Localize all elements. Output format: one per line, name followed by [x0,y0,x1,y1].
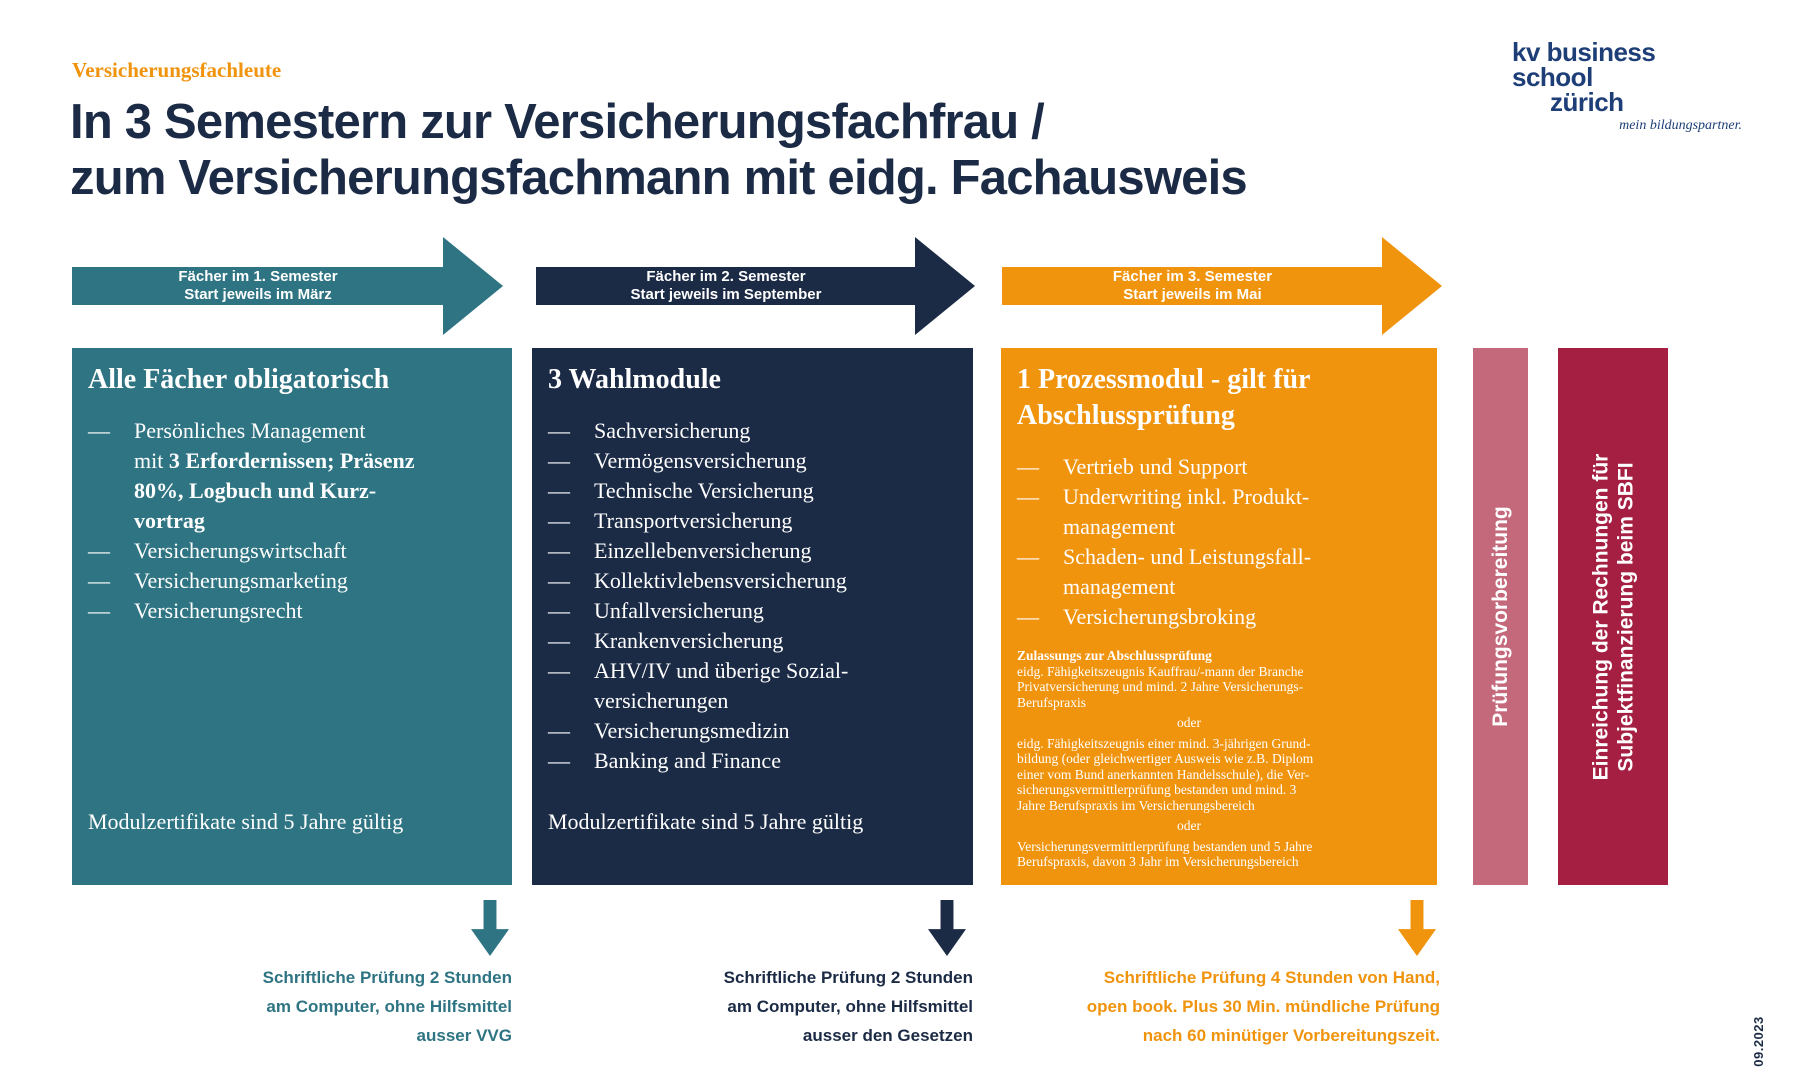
module-item: — AHV/IV und überige Sozial- versicherungen [548,658,849,713]
version-stamp-text: 09.2023 [1750,1015,1766,1067]
semester3-arrow-label: Fächer im 3. Semester Start jeweils im Mai [1002,267,1383,305]
semester2-arrow-head-icon [915,237,975,335]
dash-bullet-icon: — [88,538,110,563]
dash-bullet-icon: — [548,478,570,503]
logo-line1: kv business school [1512,37,1656,92]
module-item: — Vertrieb und Support [1017,452,1421,482]
admission-paragraph: eidg. Fähigkeitszeugnis einer mind. 3-jährigen Grund- bildung (oder gleichwertiger Ausweis wie z.B. Diplom einer vom Bund anerkannten Handelsschule), die Ver- sicherungsvermittlerprüfung bestanden und mind. 3 Jahre Berufspraxis im Versicherungsbereich [1017,735,1314,813]
module-item: — Banking and Finance [548,746,957,776]
module-item: — Versicherungswirtschaft [88,536,496,566]
semester2-footnote: Modulzertifikate sind 5 Jahre gültig [548,809,864,834]
module-item: — Einzellebenversicherung [548,536,957,566]
module-item: — Versicherungsmedizin [548,716,957,746]
admission-paragraph: Versicherungsvermittlerprüfung bestanden und 5 Jahre Berufspraxis, davon 3 Jahr im Versicherungsbereich [1017,838,1313,869]
dash-bullet-icon: — [88,418,110,443]
dash-bullet-icon: — [548,748,570,773]
module-item: — Versicherungsbroking [1017,602,1421,632]
semester3-heading: 1 Prozessmodul - gilt für Abschlussprüfung [1017,364,1311,431]
semester2-arrow-label: Fächer im 2. Semester Start jeweils im September [536,267,916,305]
semester3-box [1001,348,1437,885]
module-item: — Krankenversicherung [548,626,957,656]
semester3-exam-note: Schriftliche Prüfung 4 Stunden von Hand, open book. Plus 30 Min. mündliche Prüfung nach 60 minütiger Vorbereitungszeit. [1086,968,1440,1045]
eyebrow-label: Versicherungsfachleute [72,58,282,82]
semester1-arrow-head-icon [443,237,503,335]
module-item: — Versicherungsmarketing [88,566,496,596]
module-item: — Underwriting inkl. Produkt- management [1017,484,1310,539]
dash-bullet-icon: — [1017,454,1039,479]
admission-section [1017,648,1421,870]
down-arrow-semester3-icon [1398,900,1436,956]
semester1-heading: Alle Fächer obligatorisch [88,364,390,395]
down-arrow-semester2-icon [928,900,966,956]
admission-title: Zulassungs zur Abschlussprüfung [1017,648,1212,663]
sidebar-einreichung-sbfi [1558,348,1668,885]
module-item: — Unfallversicherung [548,596,957,626]
dash-bullet-icon: — [88,568,110,593]
semester1-footnote: Modulzertifikate sind 5 Jahre gültig [88,809,404,834]
semester1-module-list [88,416,496,626]
dash-bullet-icon: — [548,508,570,533]
semester1-box [72,348,512,885]
sidebar-pruefungsvorbereitung [1473,348,1528,885]
dash-bullet-icon: — [548,538,570,563]
module-item: — Transportversicherung [548,506,957,536]
module-item: — Versicherungsrecht [88,596,496,626]
dash-bullet-icon: — [1017,544,1039,569]
sidebar-einreichung-sbfi-label: Einreichung der Rechnungen für Subjektfinanzierung beim SBFI [1589,453,1638,780]
sidebar-pruefungsvorbereitung-label: Prüfungsvorbereitung [1489,506,1513,727]
semester1-exam-note: Schriftliche Prüfung 2 Stunden am Computer, ohne Hilfsmittel ausser VVG [262,968,512,1045]
down-arrow-semester1-icon [471,900,509,956]
module-item: — Schaden- und Leistungsfall- management [1017,544,1312,599]
dash-bullet-icon: — [548,598,570,623]
dash-bullet-icon: — [1017,484,1039,509]
module-item: — Persönliches Management mit 3 Erfordernissen; Präsenz 80%, Logbuch und Kurz- vortrag [88,418,415,533]
page-title: In 3 Semestern zur Versicherungsfachfrau / zum Versicherungsfachmann mit eidg. Fachausweis [70,95,1247,205]
logo [1512,37,1742,134]
module-item: — Sachversicherung [548,416,957,446]
module-item: — Kollektivlebensversicherung [548,566,957,596]
module-item: — Technische Versicherung [548,476,957,506]
admission-separator: oder [1177,715,1201,730]
admission-separator: oder [1177,818,1201,833]
dash-bullet-icon: — [1017,604,1039,629]
logo-tagline: mein bildungspartner. [1619,118,1742,133]
semester2-heading: 3 Wahlmodule [548,364,721,395]
dash-bullet-icon: — [548,718,570,743]
semester1-arrow-label: Fächer im 1. Semester Start jeweils im März [72,267,444,305]
semester3-module-list [1017,452,1421,632]
dash-bullet-icon: — [548,568,570,593]
module-item: — Vermögensversicherung [548,446,957,476]
dash-bullet-icon: — [88,598,110,623]
semester2-module-list [548,416,957,776]
dash-bullet-icon: — [548,658,570,683]
dash-bullet-icon: — [548,418,570,443]
dash-bullet-icon: — [548,448,570,473]
dash-bullet-icon: — [548,628,570,653]
logo-line2: zürich [1550,87,1624,117]
semester2-exam-note: Schriftliche Prüfung 2 Stunden am Computer, ohne Hilfsmittel ausser den Gesetzen [723,968,973,1045]
version-stamp [1733,1003,1783,1079]
semester2-box [532,348,973,885]
admission-paragraph: eidg. Fähigkeitszeugnis Kauffrau/-mann der Branche Privatversicherung und mind. 2 Jahre Versicherungs- Berufspraxis [1017,663,1304,710]
semester3-arrow-head-icon [1382,237,1442,335]
